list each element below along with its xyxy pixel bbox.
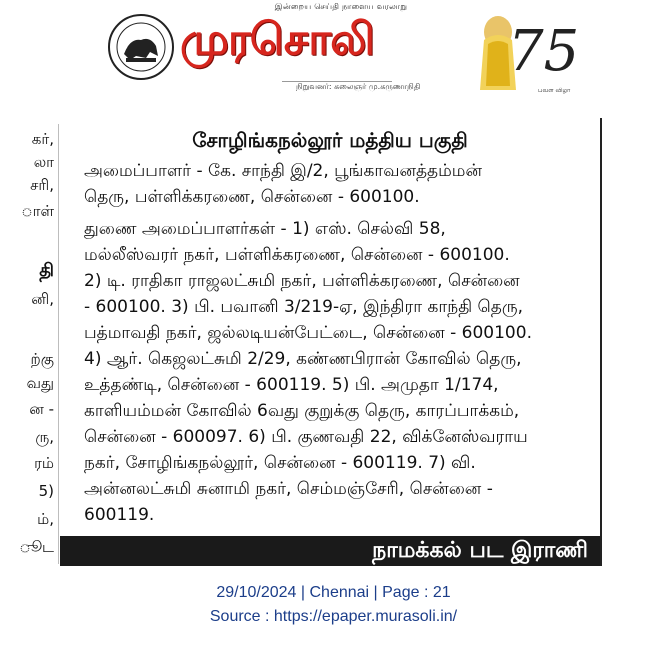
left-fragment: 5) (38, 482, 54, 500)
article-line: 4) ஆர். கெஜலட்சுமி 2/29, கண்ணபிரான் கோவில் தெரு, (84, 349, 522, 369)
article-line: துணை அமைப்பாளர்கள் - 1) எஸ். செல்வி 58, (84, 219, 446, 239)
article-line: 600119. (84, 505, 155, 525)
founder-line: நிறுவனர்: கலைஞர் மு.கருணாநிதி (296, 82, 421, 91)
rising-sun-emblem-icon (106, 12, 176, 82)
footer-date-line: 29/10/2024 | Chennai | Page : 21 (216, 584, 451, 601)
left-fragment: ரம் (34, 454, 54, 472)
left-fragment-heading: தி (39, 260, 54, 281)
left-fragment: னி, (31, 290, 54, 308)
column-divider (58, 124, 59, 564)
left-fragment: வது (26, 374, 54, 392)
article-line: மல்லீஸ்வரர் நகர், பள்ளிக்கரணை, சென்னை - 600100. (84, 245, 510, 265)
footer-source-link[interactable]: Source : https://epaper.murasoli.in/ (209, 608, 458, 625)
left-fragment: ூட (19, 538, 54, 556)
article-line: - 600100. 3) பி. பவானி 3/219-ஏ, இந்திரா காந்தி தெரு, (84, 297, 524, 317)
left-clipped-column (0, 118, 58, 566)
article-heading: சோழிங்கநல்லூர் மத்திய பகுதி (192, 128, 468, 152)
article-line: சென்னை - 600097. 6) பி. குணவதி 22, விக்னேஸ்வராய (84, 427, 528, 447)
newspaper-logo: முரசொலி (180, 14, 374, 65)
left-fragment: கர், (31, 130, 54, 148)
masthead (106, 0, 580, 112)
article-line: காளியம்மன் கோவில் 6வது குறுக்கு தெரு, காரப்பாக்கம், (84, 401, 520, 421)
anniversary-sub: பவள விழா (538, 87, 571, 94)
left-fragment: சரி, (30, 176, 54, 194)
article-line: உத்தண்டி, சென்னை - 600119. 5) பி. அமுதா 1/174, (84, 375, 499, 395)
article-line: அமைப்பாளர் - கே. சாந்தி இ/2, பூங்காவனத்தம்மன் (84, 161, 482, 181)
left-fragment: லா (33, 153, 54, 171)
left-fragment: ாள் (21, 202, 54, 220)
article-line: நகர், சோழிங்கநல்லூர், சென்னை - 600119. 7) வி. (84, 453, 476, 473)
anniversary-badge-icon (464, 0, 580, 112)
left-fragment: ம், (37, 510, 54, 528)
masthead-tagline: இன்றைய செய்தி நாளைய வரலாறு (274, 2, 408, 11)
next-section-bar (60, 536, 600, 566)
article-line: 2) டி. ராதிகா ராஜலட்சுமி நகர், பள்ளிக்கரணை, சென்னை (84, 271, 520, 291)
article-line: அன்னலட்சுமி சுனாமி நகர், செம்மஞ்சேரி, சென்னை - (84, 479, 493, 499)
next-section-heading: நாமக்கல் பட இராணி (372, 538, 588, 563)
left-fragment: ன - (29, 400, 54, 418)
left-fragment: ற்கு (30, 350, 54, 368)
anniversary-number: 75 (508, 19, 580, 84)
left-fragment: ரு, (35, 428, 54, 446)
article-line: பத்மாவதி நகர், ஜல்லடியன்பேட்டை, சென்னை - 600100. (84, 323, 532, 343)
article (60, 118, 602, 566)
article-line: தெரு, பள்ளிக்கரணை, சென்னை - 600100. (84, 187, 420, 207)
